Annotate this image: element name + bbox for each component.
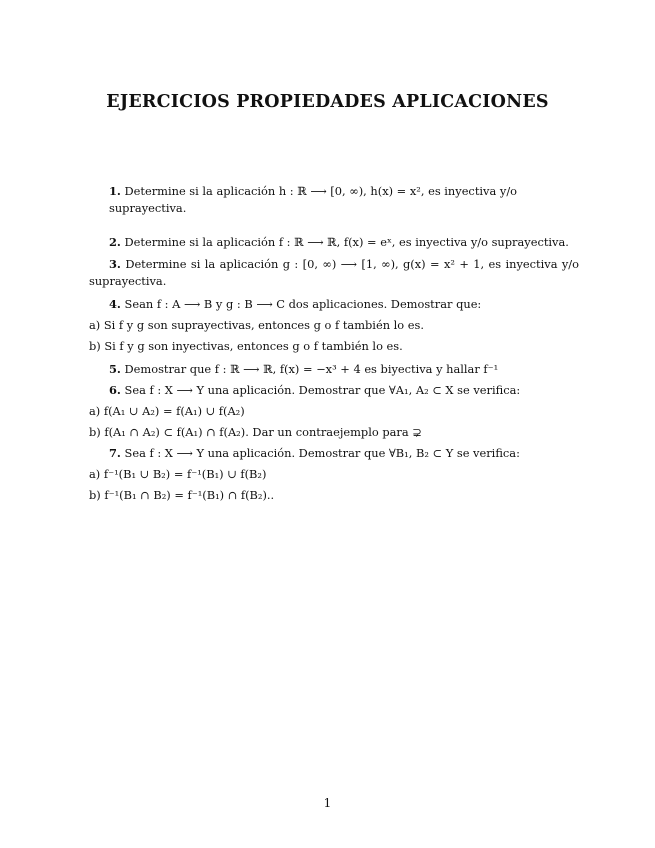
exercise-7 bbox=[89, 445, 579, 462]
page-number: 1 bbox=[323, 796, 332, 810]
exercise-part: a) Si f y g son suprayectivas, entonces g o f también lo es. bbox=[89, 318, 424, 332]
exercise-part: a) f⁻¹(B₁ ∪ B₂) = f⁻¹(B₁) ∪ f(B₂) bbox=[89, 467, 267, 481]
exercise-number: 3. bbox=[109, 257, 121, 271]
exercise-text: Sea f : X ⟶ Y una aplicación. Demostrar que ∀A₁, A₂ ⊂ X se verifica: bbox=[124, 383, 521, 397]
exercise-text: Determine si la aplicación f : ℝ ⟶ ℝ, f(x) = eˣ, es inyectiva y/o suprayectiva. bbox=[124, 235, 569, 249]
exercise-text: Sea f : X ⟶ Y una aplicación. Demostrar que ∀B₁, B₂ ⊂ Y se verifica: bbox=[124, 446, 520, 460]
exercise-text: Sean f : A ⟶ B y g : B ⟶ C dos aplicaciones. Demostrar que: bbox=[124, 297, 482, 311]
exercise-number: 6. bbox=[109, 383, 121, 397]
exercise-list bbox=[89, 183, 579, 504]
exercise-number: 7. bbox=[109, 446, 121, 460]
exercise-number: 2. bbox=[109, 235, 121, 249]
exercise-part: b) f(A₁ ∩ A₂) ⊂ f(A₁) ∩ f(A₂). Dar un contraejemplo para ⊋ bbox=[89, 425, 422, 439]
exercise-text: Determine si la aplicación h : ℝ ⟶ [0, ∞), h(x) = x², es inyectiva y/o suprayectiva. bbox=[109, 184, 518, 215]
exercise-text: Determine si la aplicación g : [0, ∞) ⟶ [1, ∞), g(x) = x² + 1, es inyectiva y/o suprayectiva. bbox=[89, 257, 580, 288]
exercise-2 bbox=[89, 234, 579, 251]
exercise-number: 5. bbox=[109, 362, 121, 376]
exercise-part: b) f⁻¹(B₁ ∩ B₂) = f⁻¹(B₁) ∩ f(B₂).. bbox=[89, 488, 275, 502]
exercise-3 bbox=[89, 256, 579, 290]
exercise-4 bbox=[89, 296, 579, 313]
exercise-text: Demostrar que f : ℝ ⟶ ℝ, f(x) = −x³ + 4 es biyectiva y hallar f⁻¹ bbox=[124, 362, 499, 376]
exercise-1 bbox=[89, 183, 579, 217]
exercise-number: 1. bbox=[109, 184, 121, 198]
exercise-part: a) f(A₁ ∪ A₂) = f(A₁) ∪ f(A₂) bbox=[89, 404, 245, 418]
exercise-number: 4. bbox=[109, 297, 121, 311]
exercise-part: b) Si f y g son inyectivas, entonces g o f también lo es. bbox=[89, 339, 403, 353]
exercise-5 bbox=[89, 361, 579, 378]
page-title: EJERCICIOS PROPIEDADES APLICACIONES bbox=[106, 92, 549, 112]
exercise-6 bbox=[89, 382, 579, 399]
